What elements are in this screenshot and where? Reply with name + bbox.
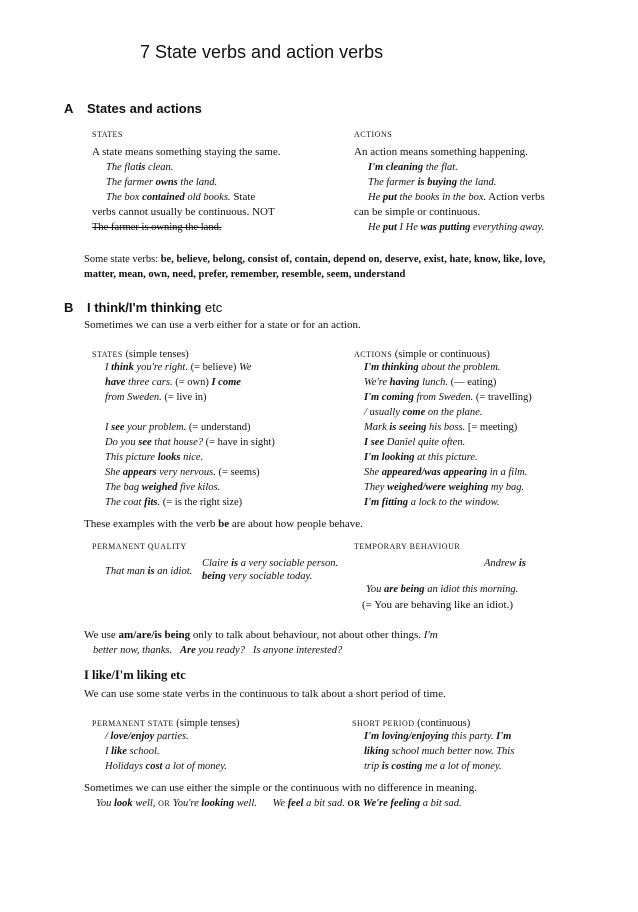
temp-explanation: (= You are behaving like an idiot.) (362, 599, 514, 611)
states-example: The farmer owns the land. (106, 177, 218, 188)
section-c-intro: We can use some state verbs in the continuous to talk about a short period of time. (84, 688, 446, 700)
b-states-examples (105, 360, 275, 510)
perm-example: being very sociable today. (202, 571, 313, 582)
section-a-heading: States and actions (87, 101, 202, 116)
c-short-line: trip is costing me a lot of money. (364, 761, 502, 772)
short-period-caption: SHORT PERIOD (continuous) (352, 718, 471, 729)
b-state-line: Do you see that house? (= have in sight) (105, 437, 275, 448)
section-c-heading: I like/I'm liking etc (84, 668, 186, 682)
either-note: Sometimes we can use either the simple or the continuous with no difference in meaning. You look well, OR You're looking well. We feel a bit sad. OR We're feeling a bit sad. (84, 782, 477, 809)
b-state-line: I see your problem. (= understand) (105, 422, 251, 433)
b-actions-examples (364, 360, 532, 510)
section-b-intro: Sometimes we can use a verb either for a state or for an action. (84, 319, 361, 331)
b-state-line: from Sweden. (= live in) (105, 392, 207, 403)
permanent-quality-caption: PERMANENT QUALITY (92, 542, 187, 551)
states-column (92, 145, 332, 235)
actions-column (354, 145, 594, 235)
perm-example: That man is an idiot. (105, 566, 193, 577)
be-note: These examples with the verb be are about how people behave. (84, 518, 363, 530)
b-states-caption: STATES (simple tenses) (92, 349, 189, 360)
being-note: We use am/are/is being only to talk about behaviour, not about other things. I'm better now, thanks. Are you ready? Is anyone interested? (84, 629, 438, 656)
actions-intro: An action means something happening. (354, 146, 528, 158)
b-state-line: She appears very nervous. (= seems) (105, 467, 260, 478)
actions-example: He put I He was putting everything away. (368, 222, 545, 233)
states-example: The flatis clean. (106, 162, 174, 173)
b-action-line: They weighed/were weighing my bag. (364, 482, 525, 493)
b-state-line: The bag weighed five kilos. (105, 482, 221, 493)
state-verbs-line2: matter, mean, own, need, prefer, remember, resemble, seem, understand (84, 269, 406, 280)
b-state-line: This picture looks nice. (105, 452, 204, 463)
b-action-line: I'm thinking about the problem. (364, 362, 501, 373)
temp-example: Andrew is (484, 558, 526, 569)
b-state-line: The coat fits. (= is the right size) (105, 497, 243, 508)
section-a-letter: A (64, 101, 74, 116)
c-short-line: liking school much better now. This (364, 746, 515, 757)
temporary-behaviour-caption: TEMPORARY BEHAVIOUR (354, 542, 461, 551)
b-state-line: have three cars. (= own) I come (105, 377, 241, 388)
c-short-examples (364, 729, 514, 774)
b-action-line: I'm coming from Sweden. (= travelling) (364, 392, 532, 403)
state-verbs-line1: be, believe, belong, consist of, contain, depend on, deserve, exist, hate, know, like, love, (160, 254, 546, 265)
actions-example: The farmer is buying the land. (368, 177, 497, 188)
temp-example: You are being an idiot this morning. (366, 584, 519, 595)
permanent-state-caption: PERMANENT STATE (simple tenses) (92, 718, 240, 729)
c-perm-line: I like school. (105, 746, 160, 757)
c-permanent-examples (105, 729, 227, 774)
c-perm-line: / love/enjoy parties. (105, 731, 189, 742)
b-action-line: / usually come on the plane. (364, 407, 483, 418)
b-action-line: I see Daniel quite often. (364, 437, 466, 448)
states-example: The box contained old books. State (106, 191, 256, 203)
section-b-heading: I think/I'm thinking etc (87, 300, 223, 315)
actions-note: can be simple or continuous. (354, 206, 481, 218)
states-note: verbs cannot usually be continuous. NOT (92, 206, 275, 218)
b-state-line: I think you're right. (= believe) We (105, 362, 252, 373)
actions-caption: ACTIONS (354, 130, 393, 139)
b-actions-caption: ACTIONS (simple or continuous) (354, 349, 490, 360)
perm-example: Claire is a very sociable person. (202, 558, 339, 569)
b-action-line: She appeared/was appearing in a film. (364, 467, 528, 478)
states-intro: A state means something staying the same. (92, 146, 281, 158)
actions-example: I'm cleaning the flat. (368, 162, 458, 173)
actions-example: He put the books in the box. Action verbs (368, 191, 545, 203)
states-wrong-example: The farmer is owning the land. (92, 222, 222, 233)
b-action-line: I'm fitting a lock to the window. (364, 497, 500, 508)
b-action-line: Mark is seeing his boss. [= meeting) (364, 422, 518, 433)
b-action-line: We're having lunch. (— eating) (364, 377, 497, 388)
state-verbs-list (84, 252, 545, 282)
b-action-line: I'm looking at this picture. (364, 452, 478, 463)
c-perm-line: Holidays cost a lot of money. (105, 761, 227, 772)
c-short-line: I'm loving/enjoying this party. I'm (364, 731, 512, 742)
page-title: 7 State verbs and action verbs (140, 42, 384, 62)
state-verbs-label: Some state verbs: (84, 254, 161, 265)
states-caption: STATES (92, 130, 123, 139)
section-b-letter: B (64, 300, 74, 315)
